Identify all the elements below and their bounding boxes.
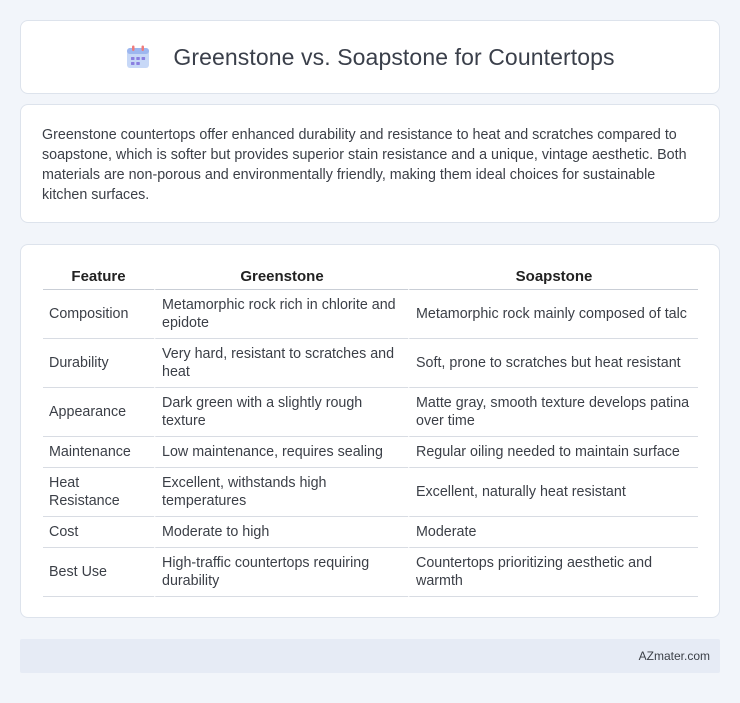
header-feature: Feature <box>43 264 154 290</box>
greenstone-cell: Very hard, resistant to scratches and heat <box>154 339 408 388</box>
footer <box>20 639 720 673</box>
feature-cell: Heat Resistance <box>43 468 154 517</box>
soapstone-cell: Excellent, naturally heat resistant <box>408 468 698 517</box>
header-soapstone: Soapstone <box>408 264 698 290</box>
feature-cell: Maintenance <box>43 437 154 468</box>
feature-cell: Durability <box>43 339 154 388</box>
page-title: Greenstone vs. Soapstone for Countertops <box>173 43 615 70</box>
calendar-icon <box>125 44 151 70</box>
comparison-table <box>43 264 698 597</box>
soapstone-cell: Matte gray, smooth texture develops patina over time <box>408 388 698 437</box>
soapstone-cell: Soft, prone to scratches but heat resistant <box>408 339 698 388</box>
greenstone-cell: Metamorphic rock rich in chlorite and epidote <box>154 290 408 339</box>
table-row <box>43 517 698 548</box>
feature-cell: Cost <box>43 517 154 548</box>
table-row <box>43 437 698 468</box>
summary-text: Greenstone countertops offer enhanced durability and resistance to heat and scratches compared to soapstone, which is softer but provides superior stain resistance and a unique, vintage aesthetic. Both materials are non-porous and environmentally friendly, making them ideal choices for sustainable kitchen surfaces. <box>42 127 687 203</box>
feature-cell: Best Use <box>43 548 154 597</box>
header-greenstone: Greenstone <box>154 264 408 290</box>
soapstone-cell: Metamorphic rock mainly composed of talc <box>408 290 698 339</box>
soapstone-cell: Regular oiling needed to maintain surface <box>408 437 698 468</box>
table-row <box>43 468 698 517</box>
greenstone-cell: Dark green with a slightly rough texture <box>154 388 408 437</box>
comparison-table-card <box>20 244 720 618</box>
footer-brand: AZmater.com <box>638 649 710 663</box>
table-header-row <box>43 264 698 290</box>
soapstone-cell: Countertops prioritizing aesthetic and warmth <box>408 548 698 597</box>
table-row <box>43 339 698 388</box>
table-row <box>43 388 698 437</box>
feature-cell: Appearance <box>43 388 154 437</box>
soapstone-cell: Moderate <box>408 517 698 548</box>
greenstone-cell: High-traffic countertops requiring durability <box>154 548 408 597</box>
greenstone-cell: Moderate to high <box>154 517 408 548</box>
table-row <box>43 548 698 597</box>
greenstone-cell: Excellent, withstands high temperatures <box>154 468 408 517</box>
table-row <box>43 290 698 339</box>
greenstone-cell: Low maintenance, requires sealing <box>154 437 408 468</box>
summary-card <box>20 104 720 223</box>
title-wrap <box>125 44 614 71</box>
title-card <box>20 20 720 94</box>
feature-cell: Composition <box>43 290 154 339</box>
